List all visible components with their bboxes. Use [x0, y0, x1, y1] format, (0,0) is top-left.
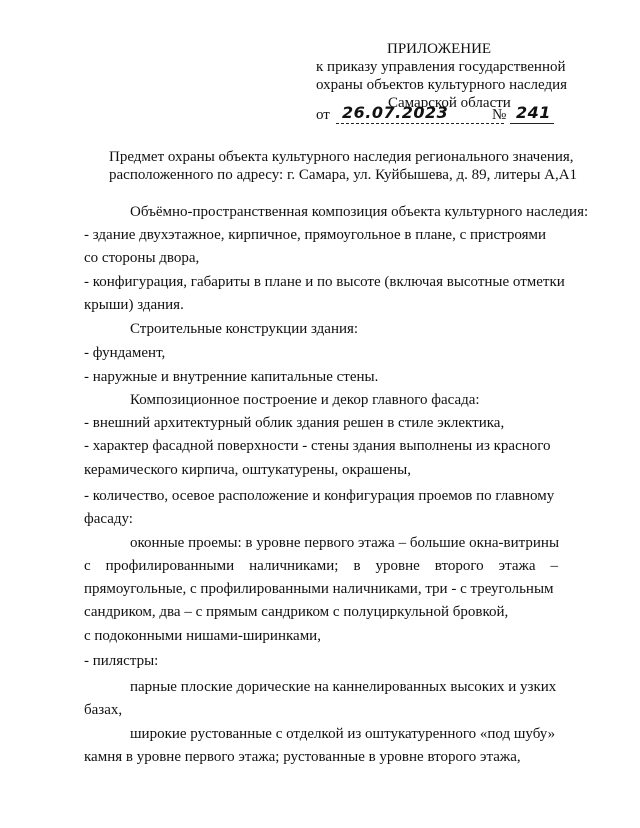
handwritten-number: 241: [516, 103, 551, 122]
paragraph-volumetric: Объёмно-пространственная композиция объекта культурного наследия:: [130, 204, 589, 220]
item-configuration-2: крыши) здания.: [84, 297, 184, 313]
number-underline: [510, 123, 554, 124]
windows-word: уровне: [375, 558, 420, 574]
item-surface-2: керамического кирпича, оштукатурены, окрашены,: [84, 462, 411, 478]
windows-line-3: прямоугольные, с профилированными наличниками, три - с треугольным: [84, 581, 554, 597]
paragraph-facade: Композиционное построение и декор главного фасада:: [130, 392, 480, 408]
windows-line-1: оконные проемы: в уровне первого этажа – большие окна-витрины: [130, 535, 560, 551]
item-surface-1: - характер фасадной поверхности - стены здания выполнены из красного: [84, 438, 551, 454]
windows-word: с: [84, 558, 91, 574]
pilasters-rusticated-2: камня в уровне первого этажа; рустованные в уровне второго этажа,: [84, 749, 521, 765]
windows-word: этажа: [498, 558, 536, 574]
windows-line-4: сандриком, два – с прямым сандриком с полуциркульной бровкой,: [84, 604, 509, 620]
appendix-line-2: охраны объектов культурного наследия: [316, 77, 568, 93]
paragraph-structures: Строительные конструкции здания:: [130, 321, 359, 337]
item-building-1: - здание двухэтажное, кирпичное, прямоугольное в плане, с пристроями: [84, 227, 547, 243]
date-prefix: от: [316, 107, 330, 123]
windows-word: –: [550, 558, 558, 574]
pilasters-rusticated-1: широкие рустованные с отделкой из оштукатуренного «под шубу»: [130, 726, 556, 742]
appendix-line-3: Самарской области: [388, 95, 511, 111]
windows-word: в: [353, 558, 361, 574]
windows-word: наличниками;: [249, 558, 339, 574]
item-configuration-1: - конфигурация, габариты в плане и по высоте (включая высотные отметки: [84, 274, 565, 290]
item-foundation: - фундамент,: [84, 345, 166, 361]
subject-line-1: Предмет охраны объекта культурного наследия регионального значения,: [109, 149, 574, 165]
date-underline: [336, 123, 504, 124]
windows-word: второго: [434, 558, 484, 574]
item-openings-1: - количество, осевое расположение и конфигурация проемов по главному: [84, 488, 555, 504]
item-pilasters: - пилястры:: [84, 653, 159, 669]
item-openings-2: фасаду:: [84, 511, 133, 527]
item-walls: - наружные и внутренние капитальные стены.: [84, 369, 379, 385]
pilasters-doric-1: парные плоские дорические на каннелированных высоких и узких: [130, 679, 557, 695]
pilasters-doric-2: базах,: [84, 702, 123, 718]
handwritten-date: 26.07.2023: [342, 103, 449, 122]
number-prefix: №: [492, 107, 507, 123]
windows-line-2: [84, 557, 558, 575]
item-style: - внешний архитектурный облик здания решен в стиле эклектика,: [84, 415, 505, 431]
date-number-row: [316, 102, 556, 126]
appendix-line-1: к приказу управления государственной: [316, 59, 566, 75]
windows-word: профилированными: [105, 558, 235, 574]
item-building-2: со стороны двора,: [84, 250, 200, 266]
appendix-title: ПРИЛОЖЕНИЕ: [387, 41, 492, 57]
windows-line-5: с подоконными нишами-ширинками,: [84, 628, 321, 644]
subject-line-2: расположенного по адресу: г. Самара, ул. Куйбышева, д. 89, литеры А,А1: [109, 167, 578, 183]
